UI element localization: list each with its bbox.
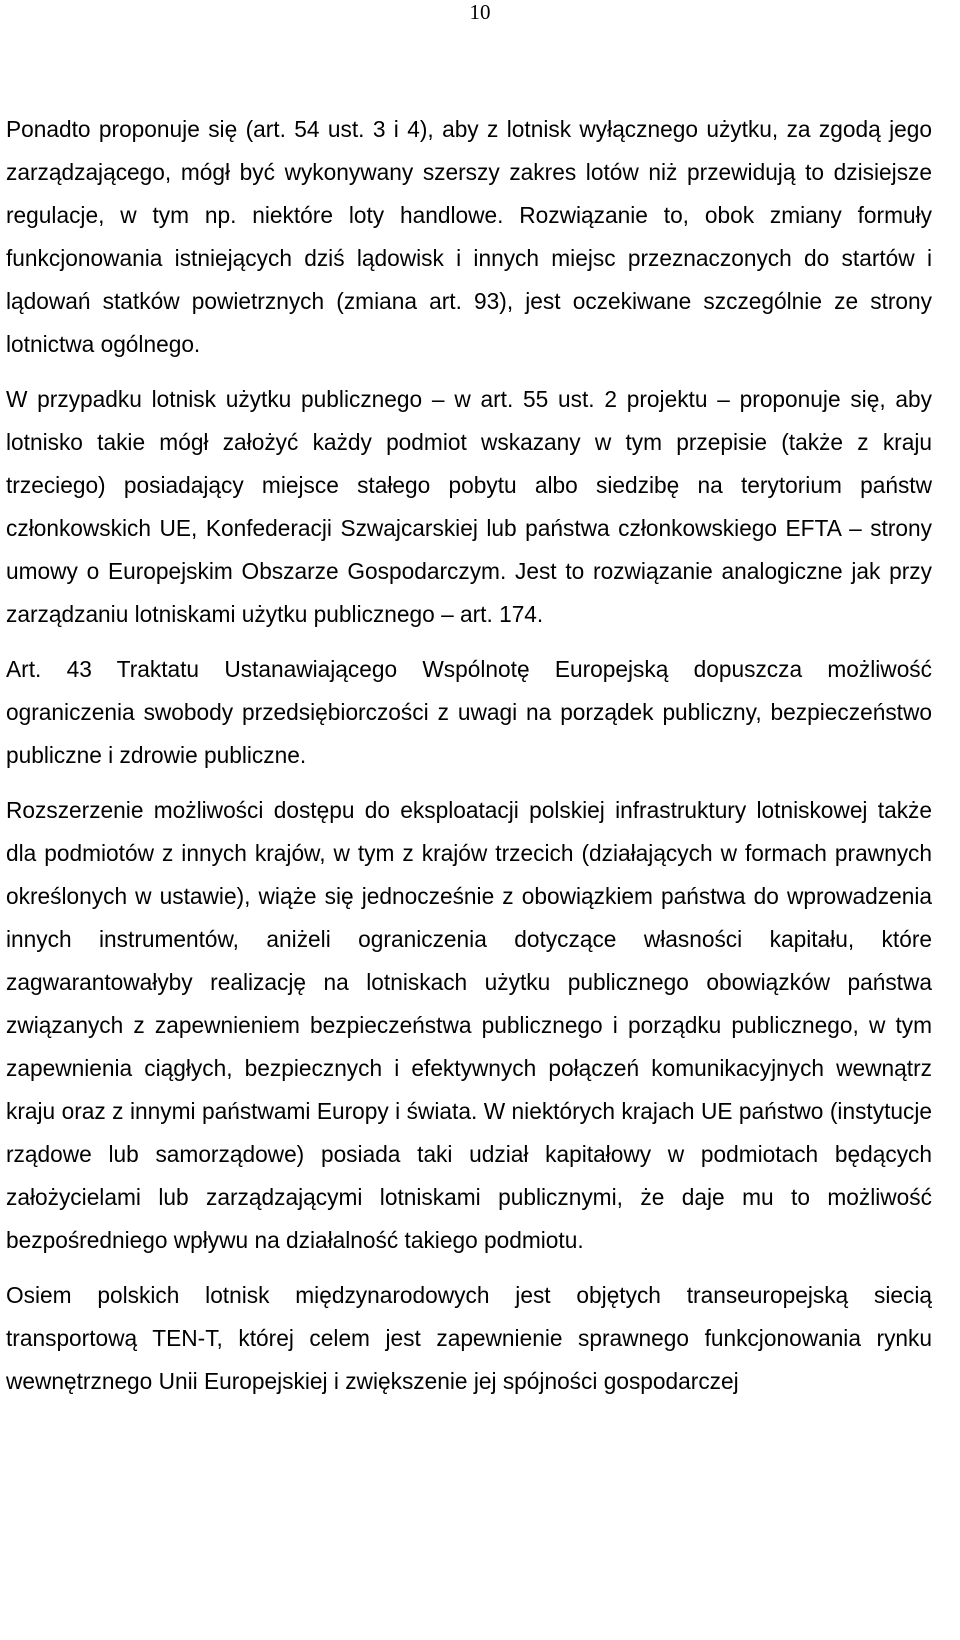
paragraph-ten-t-network: Osiem polskich lotnisk międzynarodowych jest objętych transeuropejską siecią transportową TEN-T, której celem jest zapewnienie sprawnego funkcjonowania rynku wewnętrznego Unii Europejskiej i zwiększenie jej spójności gospodarczej xyxy=(6,1282,932,1394)
paragraph-airports-private-use: Ponadto proponuje się (art. 54 ust. 3 i 4), aby z lotnisk wyłącznego użytku, za zgodą jego zarządzającego, mógł być wykonywany szerszy zakres lotów niż przewidują to dzisiejsze regulacje, w tym np. niektóre loty handlowe. Rozwiązanie to, obok zmiany formuły funkcjonowania istniejących dziś lądowisk i innych miejsc przeznaczonych do startów i lądowań statków powietrznych (zmiana art. 93), jest oczekiwane szczególnie ze strony lotnictwa ogólnego. xyxy=(6,116,932,357)
document-body xyxy=(6,108,932,1403)
paragraph-treaty-article-43: Art. 43 Traktatu Ustanawiającego Wspólnotę Europejską dopuszcza możliwość ograniczenia swobody przedsiębiorczości z uwagi na porządek publiczny, bezpieczeństwo publiczne i zdrowie publiczne. xyxy=(6,656,932,768)
paragraph-public-use-airports: W przypadku lotnisk użytku publicznego – w art. 55 ust. 2 projektu – proponuje się, aby lotnisko takie mógł założyć każdy podmiot wskazany w tym przepisie (także z kraju trzeciego) posiadający miejsce stałego pobytu albo siedzibę na terytorium państw członkowskich UE, Konfederacji Szwajcarskiej lub państwa członkowskiego EFTA – strony umowy o Europejskim Obszarze Gospodarczym. Jest to rozwiązanie analogiczne jak przy zarządzaniu lotniskami użytku publicznego – art. 174. xyxy=(6,386,932,627)
page-number: 10 xyxy=(469,0,491,24)
paragraph-infrastructure-access: Rozszerzenie możliwości dostępu do eksploatacji polskiej infrastruktury lotniskowej także dla podmiotów z innych krajów, w tym z krajów trzecich (działających w formach prawnych określonych w ustawie), wiąże się jednocześnie z obowiązkiem państwa do wprowadzenia innych instrumentów, aniżeli ograniczenia dotyczące własności kapitału, które zagwarantowałyby realizację na lotniskach użytku publicznego obowiązków państwa związanych z zapewnieniem bezpieczeństwa publicznego i porządku publicznego, w tym zapewnienia ciągłych, bezpiecznych i efektywnych połączeń komunikacyjnych wewnątrz kraju oraz z innymi państwami Europy i świata. W niektórych krajach UE państwo (instytucje rządowe lub samorządowe) posiada taki udział kapitałowy w podmiotach będących założycielami lub zarządzającymi lotniskami publicznymi, że daje mu to możliwość bezpośredniego wpływu na działalność takiego podmiotu. xyxy=(6,797,932,1253)
